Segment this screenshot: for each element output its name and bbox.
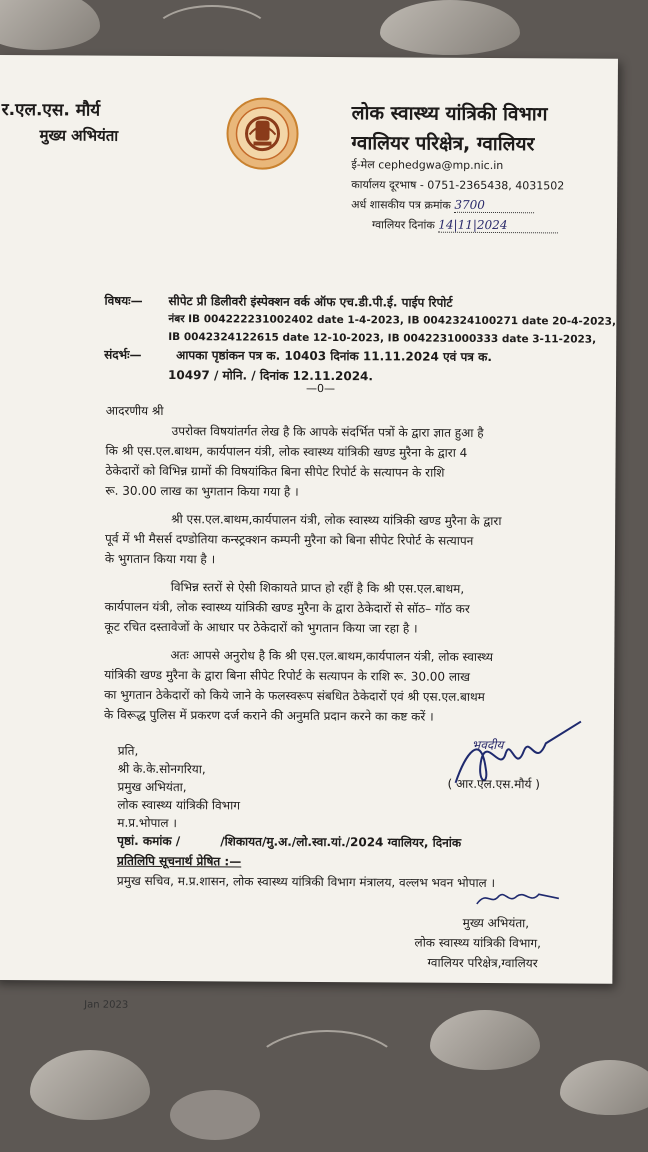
body-line: का भुगतान ठेकेदारों को किये जाने के फलस्वरूप संबधित ठेकेदारों एवं श्री एस.एल.बाथम: [104, 687, 485, 704]
copy-heading: प्रतिलिपि सूचनार्थ प्रेषित :—: [117, 853, 242, 869]
addressee-line: श्री के.के.सोनगरिया,: [117, 761, 206, 777]
letter-date: 14|11|2024: [438, 218, 558, 234]
background-pattern: [30, 1050, 150, 1120]
body-line: विभिन्न स्तरों से ऐसी शिकायते प्राप्त हो रहीं है कि श्री एस.एल.बाथम,: [170, 580, 465, 596]
background-pattern: [0, 0, 100, 50]
addressee-line: म.प्र.भोपाल ।: [117, 815, 177, 831]
subject-label: विषयः—: [104, 293, 143, 308]
reference-line: आपका पृष्ठांकन पत्र क. 10403 दिनांक 11.11.2024 एवं पत्र क.: [176, 348, 492, 365]
body-line: रू. 30.00 लाख का भुगतान किया गया है ।: [105, 483, 299, 499]
letter-page: [0, 55, 618, 1011]
reference-line: 10497 / मोनि. / दिनांक 12.11.2024.: [168, 368, 374, 384]
footer-code: Jan 2023: [84, 999, 129, 1011]
phone-row: [351, 177, 564, 193]
background-pattern: [250, 1030, 404, 1114]
endorsement-number-row: [117, 832, 461, 851]
chief-engineer-line: मुख्य अभियंता,: [462, 915, 530, 931]
body-line: के विरूद्ध पुलिस में प्रकरण दर्ज कराने की अनुमति प्रदान करने का कष्ट करें ।: [103, 707, 434, 724]
salutation: आदरणीय श्री: [105, 403, 164, 419]
email-label: ई-मेल: [351, 158, 375, 172]
subject-line: नंबर IB 004222231002402 date 1-4-2023, IB 0042324100271 date 20-4-2023,: [168, 313, 617, 328]
email-address: cephedgwa@mp.nic.in: [378, 158, 504, 173]
chief-engineer-line: ग्वालियर परिक्षेत्र,ग्वालियर: [427, 955, 538, 971]
background-pattern: [380, 0, 520, 55]
body-line: अतः आपसे अनुरोध है कि श्री एस.एल.बाथम,कार्यपालन यंत्री, लोक स्वास्थ्य: [170, 648, 494, 665]
background-pattern: [430, 1010, 540, 1070]
sender-title: मुख्य अभियंता: [39, 126, 119, 145]
background-pattern: [170, 1090, 260, 1140]
body-line: कूट रचित दस्तावेजों के आधार पर ठेकेदारों को भुगतान किया जा रहा है ।: [104, 619, 418, 636]
subject-line: सीपेट प्री डिलीवरी इंस्पेक्शन वर्क ऑफ एच.डी.पी.ई. पाईप रिपोर्ट: [168, 294, 453, 310]
body-line: के भुगतान किया गया है ।: [104, 551, 216, 567]
addressee-line: लोक स्वास्थ्य यांत्रिकी विभाग: [117, 797, 241, 813]
letter-number-label: अर्ध शासकीय पत्र क्रमांक: [351, 198, 451, 212]
body-line: श्री एस.एल.बाथम,कार्यपालन यंत्री, लोक स्वास्थ्य यांत्रिकी खण्ड मुरैना के द्वारा: [171, 512, 502, 529]
letter-number-row: [351, 197, 534, 213]
addressee-line: प्रमुख अभियंता,: [117, 779, 187, 795]
body-line: उपरोक्त विषयांतर्गत लेख है कि आपके संदर्भित पत्रों के द्वारा ज्ञात हुआ है: [171, 424, 484, 440]
state-emblem-icon: [225, 96, 299, 170]
chief-engineer-line: लोक स्वास्थ्य यांत्रिकी विभाग,: [414, 935, 542, 951]
office-circle: ग्वालियर परिक्षेत्र, ग्वालियर: [351, 132, 535, 156]
email-row: [351, 157, 503, 173]
body-line: पूर्व में भी मैसर्स दण्डोतिया कन्स्ट्रक्शन कम्पनी मुरैना को बिना सीपेट रिपोर्ट के सत्यापन: [105, 531, 474, 548]
body-line: कि श्री एस.एल.बाथम, कार्यपालन यंत्री, लोक स्वास्थ्य यांत्रिकी खण्ड मुरैना के द्वारा 4: [105, 443, 468, 460]
letter-date-label: ग्वालियर दिनांक: [371, 218, 435, 232]
endorsement-prefix: पृष्ठां. कमांक /: [117, 833, 181, 849]
phone-numbers: - 0751-2365438, 4031502: [419, 178, 565, 193]
endorsement-middle: /शिकायत/मु.अ./लो.स्वा.यां./2024 ग्वालियर, दिनांक: [220, 834, 462, 850]
department-name: लोक स्वास्थ्य यांत्रिकी विभाग: [351, 102, 548, 126]
separator: —0—: [305, 381, 336, 396]
body-line: कार्यपालन यंत्री, लोक स्वास्थ्य यांत्रिकी खण्ड मुरैना के द्वारा ठेकेदारों से सॉठ– गॉठ कर: [104, 599, 470, 616]
body-line: ठेकेदारों को विभिन्न ग्रामों की विषयांकित बिना सीपेट रिपोर्ट के सत्यापन के राशि: [105, 463, 445, 480]
body-line: यांत्रिकी खण्ड मुरैना के द्वारा बिना सीपेट रिपोर्ट के सत्यापन के राशि रू. 30.00 लाख: [104, 667, 471, 684]
signer-name: ( आर.एल.एस.मौर्य ): [447, 776, 540, 792]
initials-icon: [473, 886, 563, 911]
reference-label: संदर्भः—: [104, 347, 142, 362]
sender-name: र.एल.एस. मौर्य: [1, 100, 101, 121]
closing-bhavdiya: भवदीय: [471, 737, 504, 753]
letter-date-row: [372, 217, 558, 233]
subject-line: IB 0042324122615 date 12-10-2023, IB 0042231000333 date 3-11-2023,: [168, 331, 597, 346]
letter-number: 3700: [454, 198, 534, 213]
addressee-line: प्रति,: [117, 743, 139, 758]
copy-recipient: प्रमुख सचिव, म.प्र.शासन, लोक स्वास्थ्य यांत्रिकी विभाग मंत्रालय, वल्लभ भवन भोपाल ।: [116, 873, 496, 891]
background-pattern: [560, 1060, 648, 1115]
phone-label: कार्यालय दूरभाष: [351, 178, 417, 192]
